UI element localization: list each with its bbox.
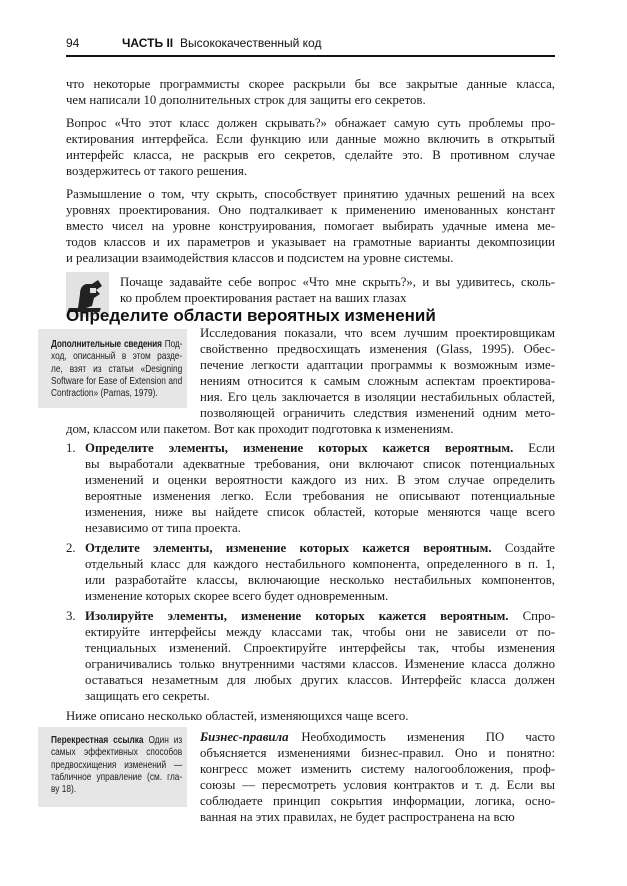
paragraph-line	[66, 234, 555, 250]
paragraph-line: свойственно предвосхищать изменения (Glass, 1995). Обес-	[200, 342, 555, 356]
list-number: 3.	[66, 609, 76, 623]
part-label: ЧАСТЬ II	[122, 36, 174, 50]
paragraph-line	[66, 218, 555, 234]
list-item-line	[85, 556, 555, 572]
paragraph-text: соблюдаете принцип сокрытия информации, логика, осно-	[200, 794, 555, 808]
paragraph-line: печение легкости адаптации программы к возможным изме-	[200, 358, 555, 372]
list-item-text: вы выработали адекватные требования, они включают список потенциальных	[85, 457, 555, 471]
sidebar-text: ле, взят из статьи «Designing	[51, 363, 183, 375]
tip-line	[120, 274, 555, 290]
paragraph-text: Вопрос «Что этот класс должен скрывать?» обнажает самую суть проблемы про-	[66, 116, 555, 130]
paragraph-line: позволяющей ограничить следствия изменений одним мето-	[200, 406, 555, 420]
paragraph-line	[200, 729, 555, 745]
list-item-text: Если	[528, 441, 555, 455]
paragraph-line	[66, 147, 555, 163]
paragraph-text: и реализации взаимодействия классов и подсистем на уровне системы.	[66, 251, 454, 265]
tip-text: ко проблем проектирования растает на ваших глазах	[120, 291, 407, 305]
sidebar-text: Contraction» (Parnas, 1979).	[51, 388, 158, 400]
sidebar-line	[51, 351, 182, 363]
paragraph-text: ванная на этих правилах, не будет распространена на всю	[200, 810, 515, 824]
paragraph-line	[66, 708, 555, 724]
list-item-line	[85, 588, 555, 604]
paragraph-line: Исследования показали, что всем лучшим проектировщикам	[200, 326, 555, 340]
list-item-text: вероятные изменения легко. Если требования не описывают потенциальные	[85, 489, 555, 503]
sidebar-line	[51, 339, 182, 351]
sidebar-line	[51, 784, 182, 796]
paragraph-line	[66, 202, 555, 218]
sidebar-text: ход, описанный в этом разде-	[51, 351, 183, 363]
paragraph-text: ектирования интерфейса. Если функцию или данные можно включить в открытый	[66, 132, 555, 146]
list-item-text: оставаться незаметным для любых других классов. Интерфейс класса должен	[85, 673, 555, 687]
paragraph-text: Размышление о том, чту скрыть, способствует принятию удачных решений на всех	[66, 187, 555, 201]
sidebar-text: самых эффективных способов	[51, 747, 183, 759]
sidebar-text: предвосхищения изменений —	[51, 759, 183, 771]
paragraph-line	[66, 131, 555, 147]
list-item-line	[85, 656, 555, 672]
sidebar-line	[51, 760, 182, 772]
list-item-text: изменение которых скорее всего будет одновременным.	[85, 589, 389, 603]
list-item-line	[85, 608, 555, 624]
paragraph-line	[200, 745, 555, 761]
paragraph-text: союзы — пересмотреть условия контрактов и т. д. Если вы	[200, 778, 555, 792]
paragraph-line: дом, классом или пакетом. Вот как проходит подготовка к изменениям.	[66, 422, 454, 436]
sidebar-title: Перекрестная ссылка	[51, 735, 144, 746]
sidebar-line	[51, 364, 182, 376]
page-number: 94	[66, 36, 80, 50]
sidebar-text: Под-	[164, 339, 183, 350]
sidebar-line	[51, 388, 182, 400]
list-item-text: защищать его секреты.	[85, 689, 210, 703]
paragraph-text: воздержитесь от такого решения.	[66, 164, 248, 178]
paragraph-text: что некоторые программисты скорее раскрыли бы все закрытые данные класса,	[66, 77, 555, 91]
list-item-text: тенциальных изменений. Спроектируйте интерфейсы так, чтобы изменения	[85, 641, 555, 655]
list-item-lead: Изолируйте элементы, изменение которых кажется вероятным.	[85, 609, 509, 623]
paragraph-text: уровнях проектирования. Оно подталкивает к применению именованных констант	[66, 203, 555, 217]
list-item-text: или разработайте классы, включающие несколько нестабильных компонентов,	[85, 573, 555, 587]
paragraph-text: конгресс может изменить систему налогообложения, проф-	[200, 762, 555, 776]
paragraph-line: нениям относится к самым сложным аспектам проектирова-	[200, 374, 555, 388]
paragraph-text: чем написали 10 дополнительных строк для защиты его секретов.	[66, 93, 426, 107]
paragraph-line	[66, 186, 555, 202]
list-item-text: независимо от типа проекта.	[85, 521, 241, 535]
list-item-line	[85, 624, 555, 640]
part-title: Высококачественный код	[180, 36, 322, 50]
list-item-line	[85, 472, 555, 488]
paragraph-line: ния. Его цель заключается в изоляции нестабильных областей,	[200, 390, 555, 404]
list-item-line	[85, 488, 555, 504]
sidebar-line	[51, 747, 182, 759]
list-item-line	[85, 688, 555, 704]
paragraph-line	[66, 115, 555, 131]
sidebar-cross-reference	[38, 727, 187, 807]
paragraph-line	[66, 163, 555, 179]
paragraph-line	[66, 92, 555, 108]
paragraph-text: интерфейс класса, не раскрыв его секретов, сделайте это. В противном случае	[66, 148, 555, 162]
list-item-line	[85, 672, 555, 688]
list-number: 2.	[66, 541, 76, 555]
paragraph-text: Ниже описано несколько областей, изменяющихся чаще всего.	[66, 709, 409, 723]
paragraph-line	[66, 250, 555, 266]
section-heading: Определите области вероятных изменений	[66, 306, 436, 325]
list-item-line	[85, 572, 555, 588]
paragraph-line	[200, 793, 555, 809]
list-item-line	[85, 640, 555, 656]
list-item-line	[85, 504, 555, 520]
list-number: 1.	[66, 441, 76, 455]
list-item-line	[85, 520, 555, 536]
sidebar-text: ву 18).	[51, 784, 77, 796]
paragraph-text: тодов классов и их параметров и указывает на грамотные варианты декомпозиции	[66, 235, 555, 249]
paragraph-line	[200, 809, 555, 825]
sidebar-further-reading	[38, 329, 187, 408]
paragraph-text: Необходимость изменения ПО часто	[301, 730, 555, 744]
list-item-text: Спро-	[522, 609, 556, 623]
list-item-line	[85, 456, 555, 472]
sidebar-text: Software for Ease of Extension and	[51, 375, 183, 387]
list-item-text: ограничивались только внутренними частями классов. Изменение класса должно	[85, 657, 555, 671]
sidebar-text: табличное управление (см. гла-	[51, 771, 183, 783]
list-item-text: отдельный класс для каждого нестабильного компонента, определенного в п. 1,	[85, 557, 555, 571]
paragraph-lead: Бизнес-правила	[200, 730, 289, 744]
sidebar-line	[51, 772, 182, 784]
paragraph-text: вместо чисел на уровне конструирования, помогает выбирать удачные имена ме-	[66, 219, 555, 233]
list-item-text: Создайте	[504, 541, 555, 555]
header-rule	[66, 55, 555, 57]
list-item-lead: Определите элементы, изменение которых кажется вероятным.	[85, 441, 514, 455]
paragraph-text: объясняется изменениями бизнес-правил. Оно и понятно:	[200, 746, 555, 760]
sidebar-line	[51, 376, 182, 388]
list-item-line	[85, 440, 555, 456]
list-item-text: изменения, ниже вы найдете список областей, которые меняются чаще всего	[85, 505, 555, 519]
sidebar-line	[51, 735, 182, 747]
list-item-lead: Отделите элементы, изменение которых кажется вероятным.	[85, 541, 492, 555]
paragraph-line	[200, 777, 555, 793]
list-item-text: ектируйте интерфейсы между классами так, чтобы они не зависели от по-	[85, 625, 555, 639]
paragraph-line	[66, 76, 555, 92]
list-item-line	[85, 540, 555, 556]
list-item-text: изменений и оценки вероятности каждого из них. В этом случае определить	[85, 473, 555, 487]
paragraph-line	[200, 761, 555, 777]
tip-text: Почаще задавайте себе вопрос «Что мне скрыть?», и вы удивитесь, сколь-	[120, 275, 555, 289]
sidebar-text: Один из	[148, 735, 183, 746]
sidebar-title: Дополнительные сведения	[51, 339, 162, 350]
tip-line	[120, 290, 555, 306]
